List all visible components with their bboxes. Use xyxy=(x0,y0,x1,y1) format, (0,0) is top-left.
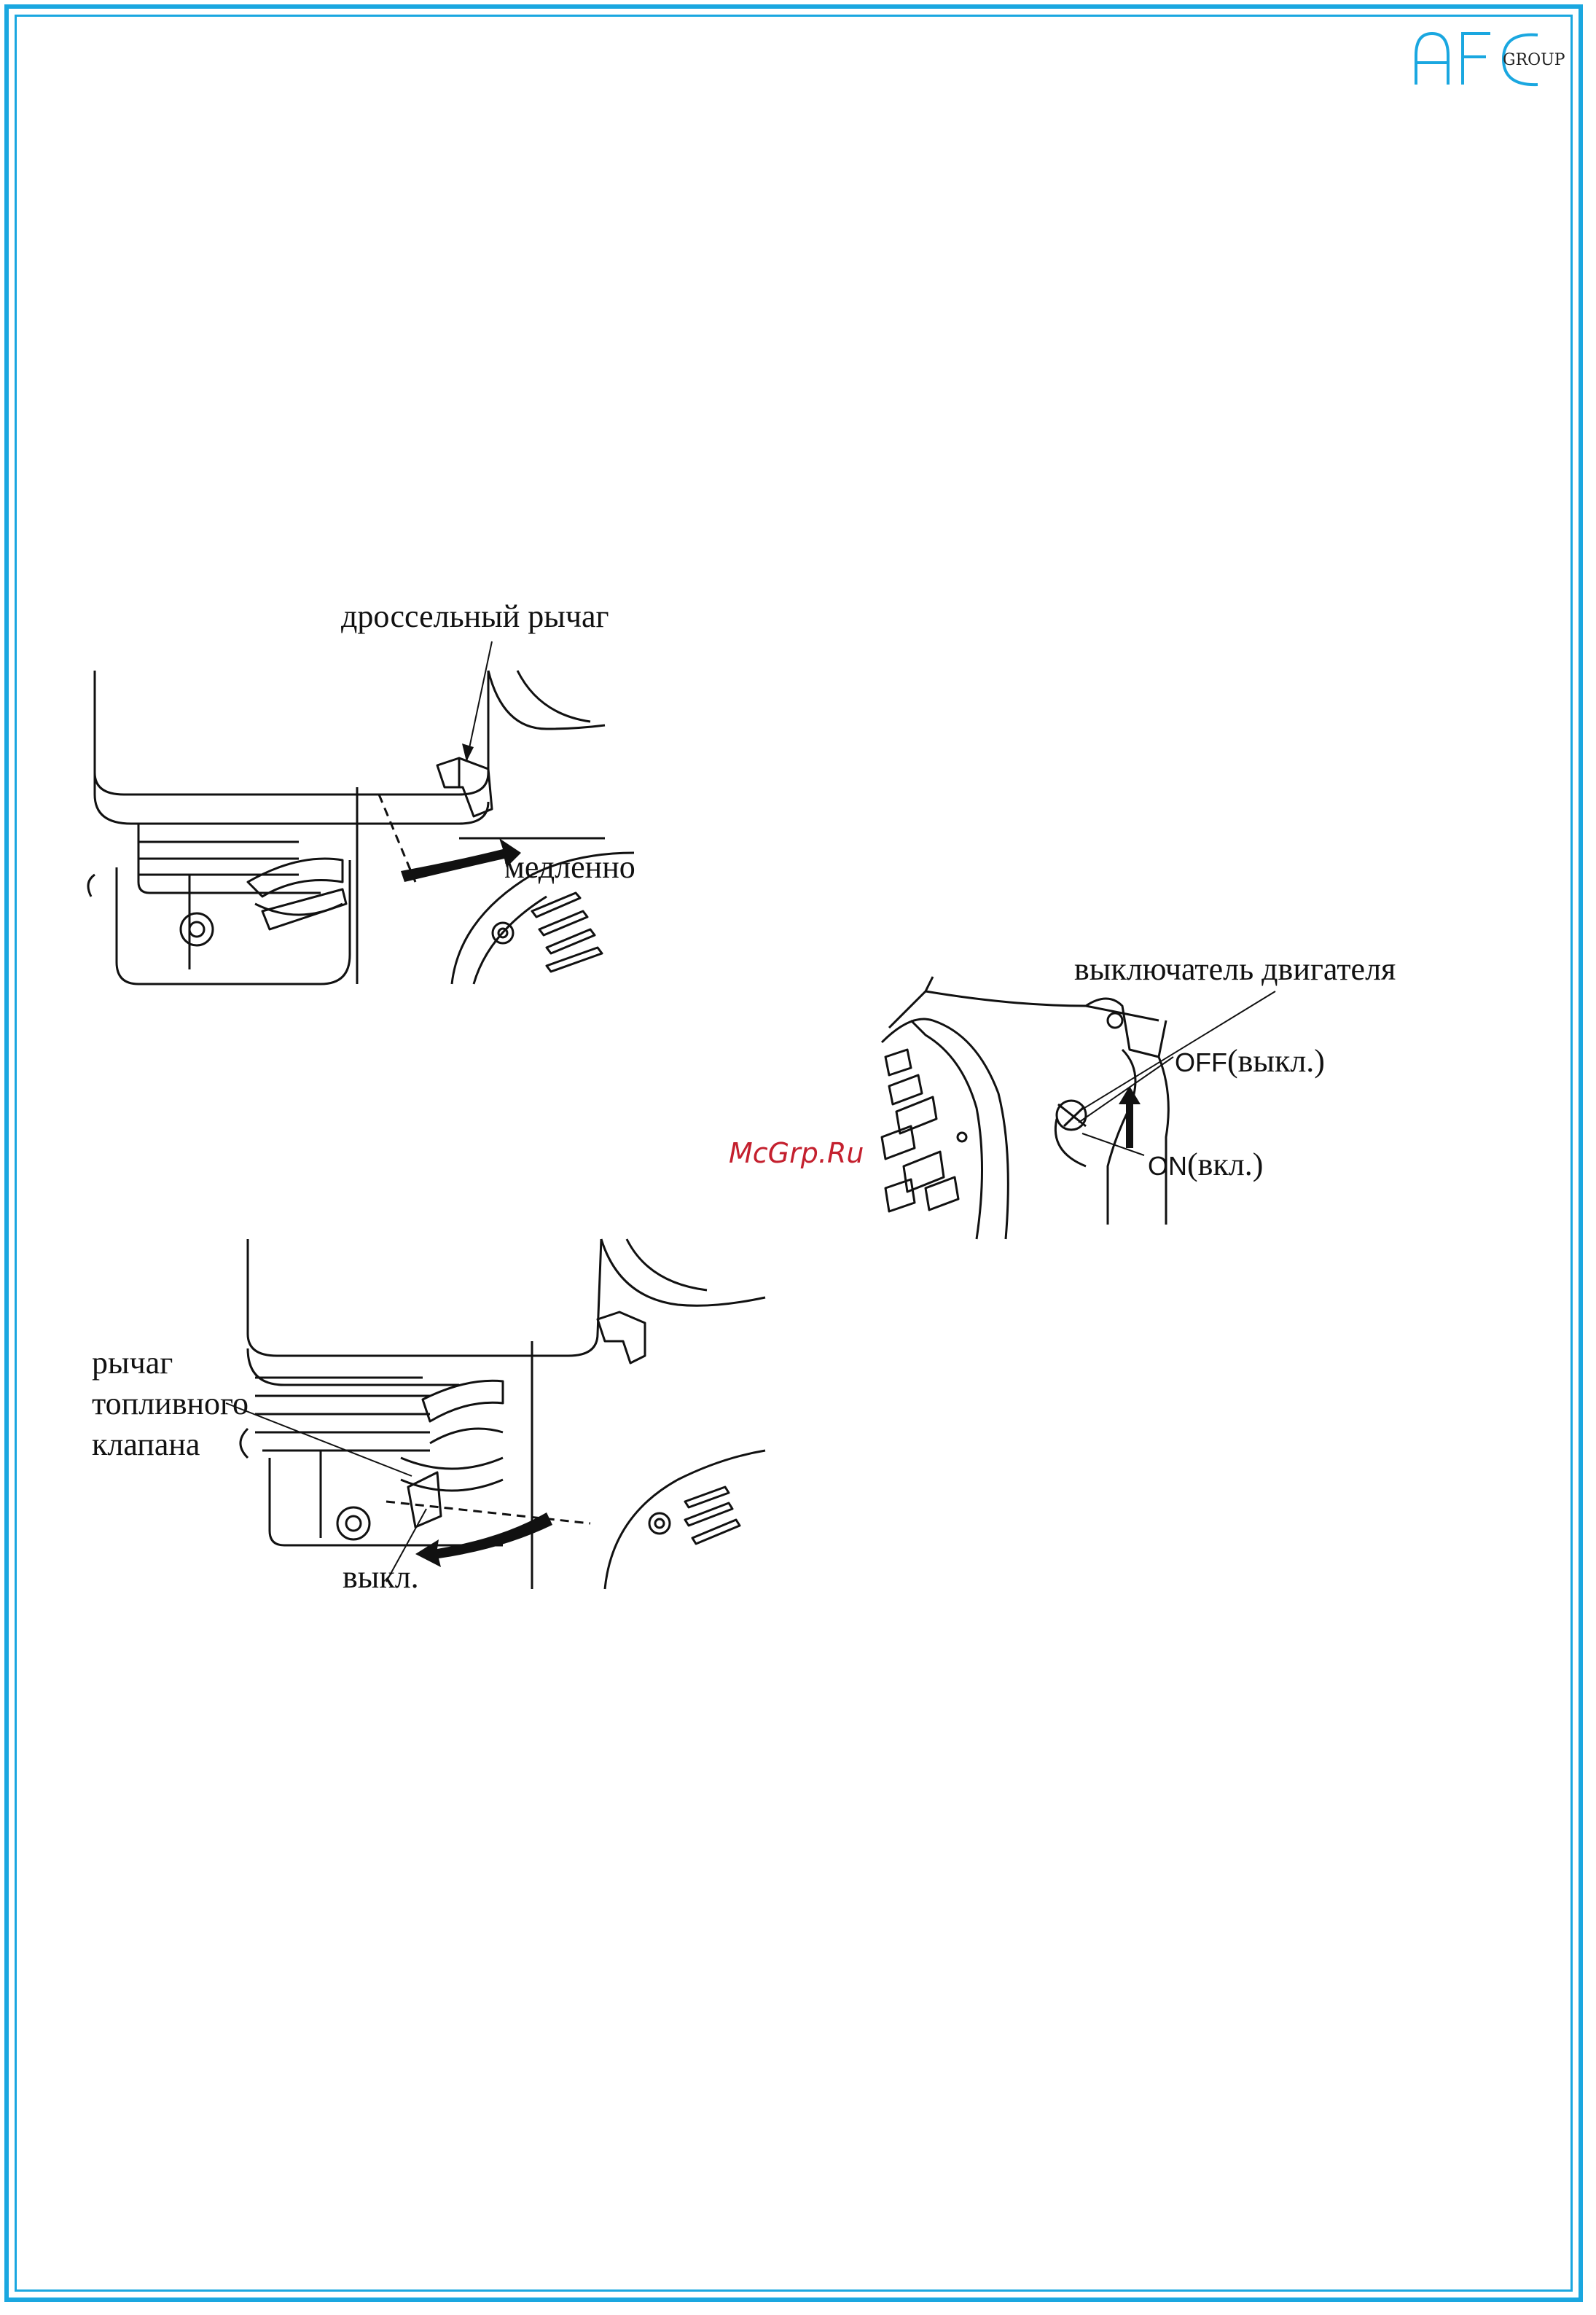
fuel-valve-lever-label-line1: рычаг xyxy=(92,1345,173,1381)
throttle-lever-illustration xyxy=(80,641,634,991)
fuel-valve-illustration xyxy=(240,1239,765,1589)
fuel-valve-off-label: выкл. xyxy=(343,1559,419,1595)
off-position-label xyxy=(1175,1041,1325,1083)
off-ru-label: (выкл.) xyxy=(1227,1043,1325,1079)
watermark-text: McGrp.Ru xyxy=(729,1137,864,1169)
off-label: OFF xyxy=(1175,1047,1227,1077)
engine-switch-label: выключатель двигателя xyxy=(1074,951,1396,987)
on-label: ON xyxy=(1148,1151,1187,1181)
throttle-lever-label: дроссельный рычаг xyxy=(341,598,609,634)
on-position-label xyxy=(1148,1144,1263,1187)
on-ru-label: (вкл.) xyxy=(1187,1147,1264,1182)
fuel-valve-lever-label-line3: клапана xyxy=(92,1426,200,1462)
fuel-valve-lever-label-line2: топливного xyxy=(92,1386,249,1421)
throttle-slow-label: медленно xyxy=(504,849,635,885)
logo-group-text: GROUP xyxy=(1503,51,1565,69)
engine-switch-illustration xyxy=(867,948,1436,1254)
